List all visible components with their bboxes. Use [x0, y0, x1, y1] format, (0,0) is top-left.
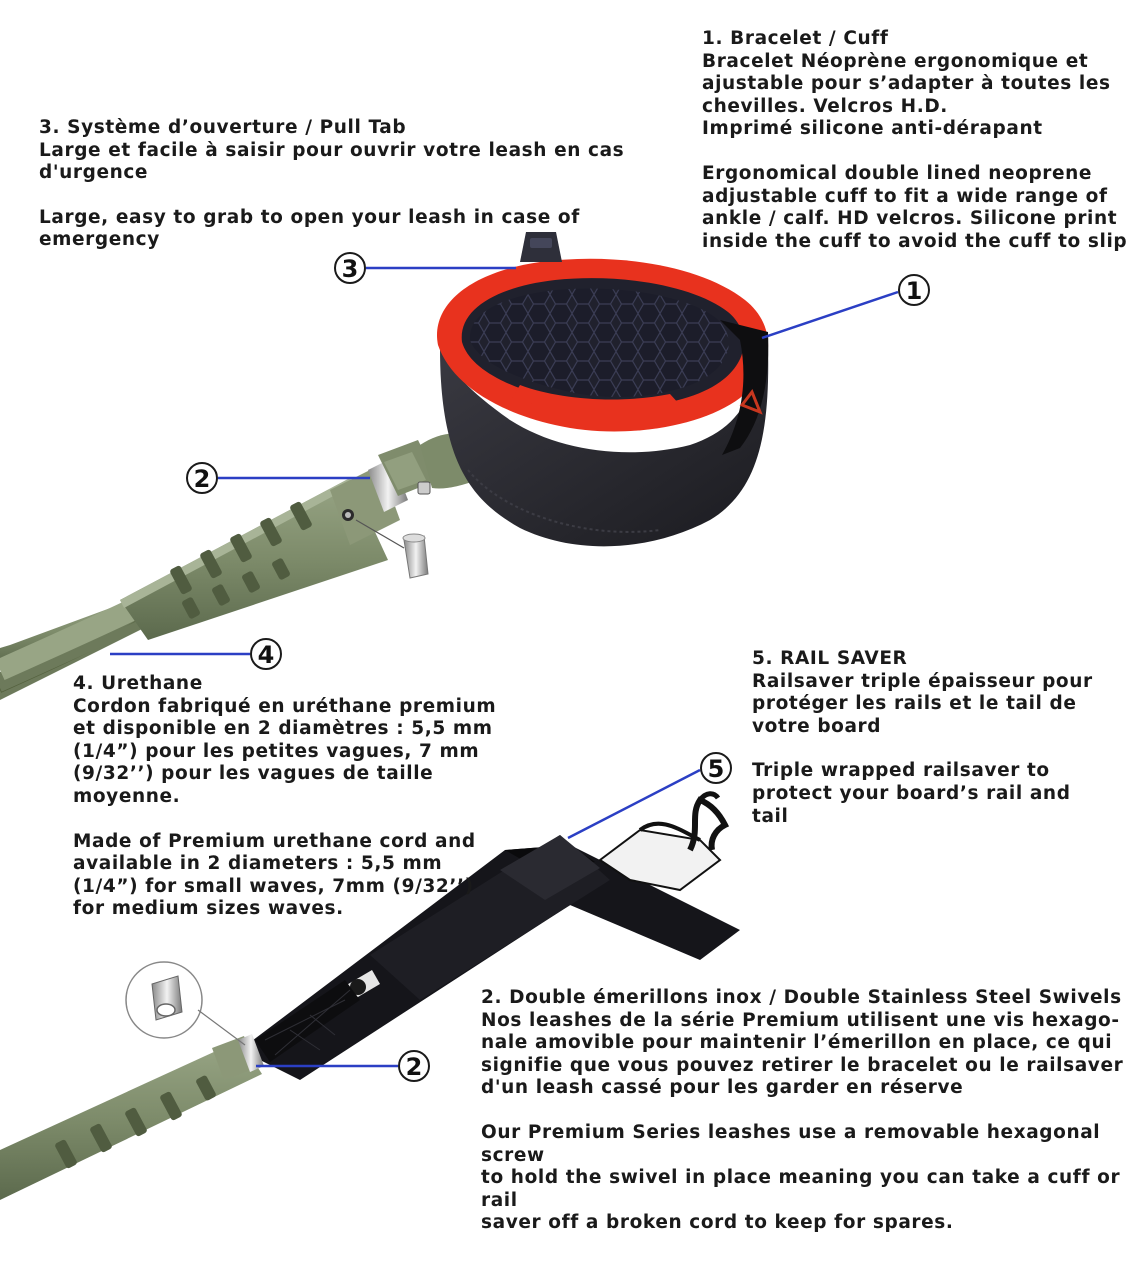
callout-line: Cordon fabriqué en uréthane premium — [73, 695, 497, 717]
callout-line: d'urgence — [39, 162, 149, 184]
svg-text:4: 4 — [257, 641, 275, 669]
callout-title: 1. Bracelet / Cuff — [702, 28, 889, 49]
callout-1-cuff — [702, 28, 1127, 253]
callout-3-pull-tab — [39, 117, 624, 252]
callout-line: inside the cuff to avoid the cuff to slip — [702, 230, 1128, 252]
callout-line: (1/4”) pour les petites vagues, 7 mm — [73, 740, 480, 762]
neoprene-cuff — [437, 259, 768, 547]
callout-line: protéger les rails et le tail de — [752, 693, 1077, 715]
callout-line: et disponible en 2 diamètres : 5,5 mm — [73, 718, 493, 740]
callout-line: Large et facile à saisir pour ouvrir votre leash en cas — [39, 139, 625, 161]
callout-line: saver off a broken cord to keep for spares. — [481, 1212, 954, 1234]
callout-line: adjustable cuff to fit a wide range of — [702, 185, 1108, 207]
callout-line: tail — [752, 805, 789, 827]
swivel-zoom-inset — [126, 962, 245, 1045]
callout-line: Ergonomical double lined neoprene — [702, 162, 1093, 184]
callout-line: Made of Premium urethane cord and — [73, 830, 476, 852]
badge-2-bottom — [399, 1051, 429, 1081]
callout-title: 5. RAIL SAVER — [752, 648, 908, 669]
callout-line: ajustable pour s’adapter à toutes les — [702, 73, 1111, 95]
callout-line: Bracelet Néoprène ergonomique et — [702, 50, 1089, 72]
callout-line: Our Premium Series leashes use a removable hexagonal — [481, 1121, 1101, 1143]
callout-line: to hold the swivel in place meaning you can take a cuff or — [481, 1167, 1121, 1189]
svg-text:2: 2 — [193, 465, 211, 493]
callout-line: for medium sizes waves. — [73, 898, 344, 920]
callout-4-urethane — [73, 673, 496, 921]
callout-title: 3. Système d’ouverture / Pull Tab — [39, 117, 407, 138]
callout-5-rail-saver — [752, 648, 1093, 828]
callout-line: (1/4”) for small waves, 7mm (9/32’’) — [73, 875, 474, 897]
callout-line: available in 2 diameters : 5,5 mm — [73, 853, 443, 875]
urethane-cord-lower — [0, 1034, 264, 1200]
svg-text:3: 3 — [341, 255, 359, 283]
callout-line: nale amovible pour maintenir l’émerillon en place, ce qui — [481, 1032, 1113, 1054]
badge-4 — [251, 639, 281, 669]
callout-line: screw — [481, 1144, 545, 1166]
callout-line: Triple wrapped railsaver to — [752, 760, 1050, 782]
callout-line: Railsaver triple épaisseur pour — [752, 670, 1093, 692]
callout-line: Large, easy to grab to open your leash in case of — [39, 206, 580, 228]
callout-2-swivels — [481, 987, 1123, 1235]
callout-line: rail — [481, 1189, 518, 1211]
callout-line: d'un leash cassé pour les garder en réserve — [481, 1077, 964, 1099]
badge-3 — [335, 253, 365, 283]
badge-1 — [899, 275, 929, 305]
callout-title: 2. Double émerillons inox / Double Stainless Steel Swivels — [481, 987, 1122, 1008]
badge-5 — [701, 753, 731, 783]
callout-line: signifie que vous pouvez retirer le bracelet ou le railsaver — [481, 1054, 1124, 1076]
svg-text:2: 2 — [405, 1053, 423, 1081]
callout-line: protect your board’s rail and — [752, 782, 1071, 804]
callout-line: (9/32’’) pour les vagues de taille — [73, 763, 434, 785]
svg-text:5: 5 — [707, 755, 725, 783]
callout-line: votre board — [752, 715, 882, 737]
callout-line: Imprimé silicone anti-dérapant — [702, 118, 1043, 140]
callout-line: moyenne. — [73, 785, 181, 807]
svg-text:1: 1 — [905, 277, 923, 305]
callout-line: emergency — [39, 229, 160, 251]
callout-line: chevilles. Velcros H.D. — [702, 95, 948, 117]
callout-title: 4. Urethane — [73, 673, 203, 694]
badge-2-top — [187, 463, 217, 493]
callout-line: ankle / calf. HD velcros. Silicone print — [702, 208, 1118, 230]
callout-line: Nos leashes de la série Premium utilisent une vis hexago- — [481, 1009, 1120, 1031]
